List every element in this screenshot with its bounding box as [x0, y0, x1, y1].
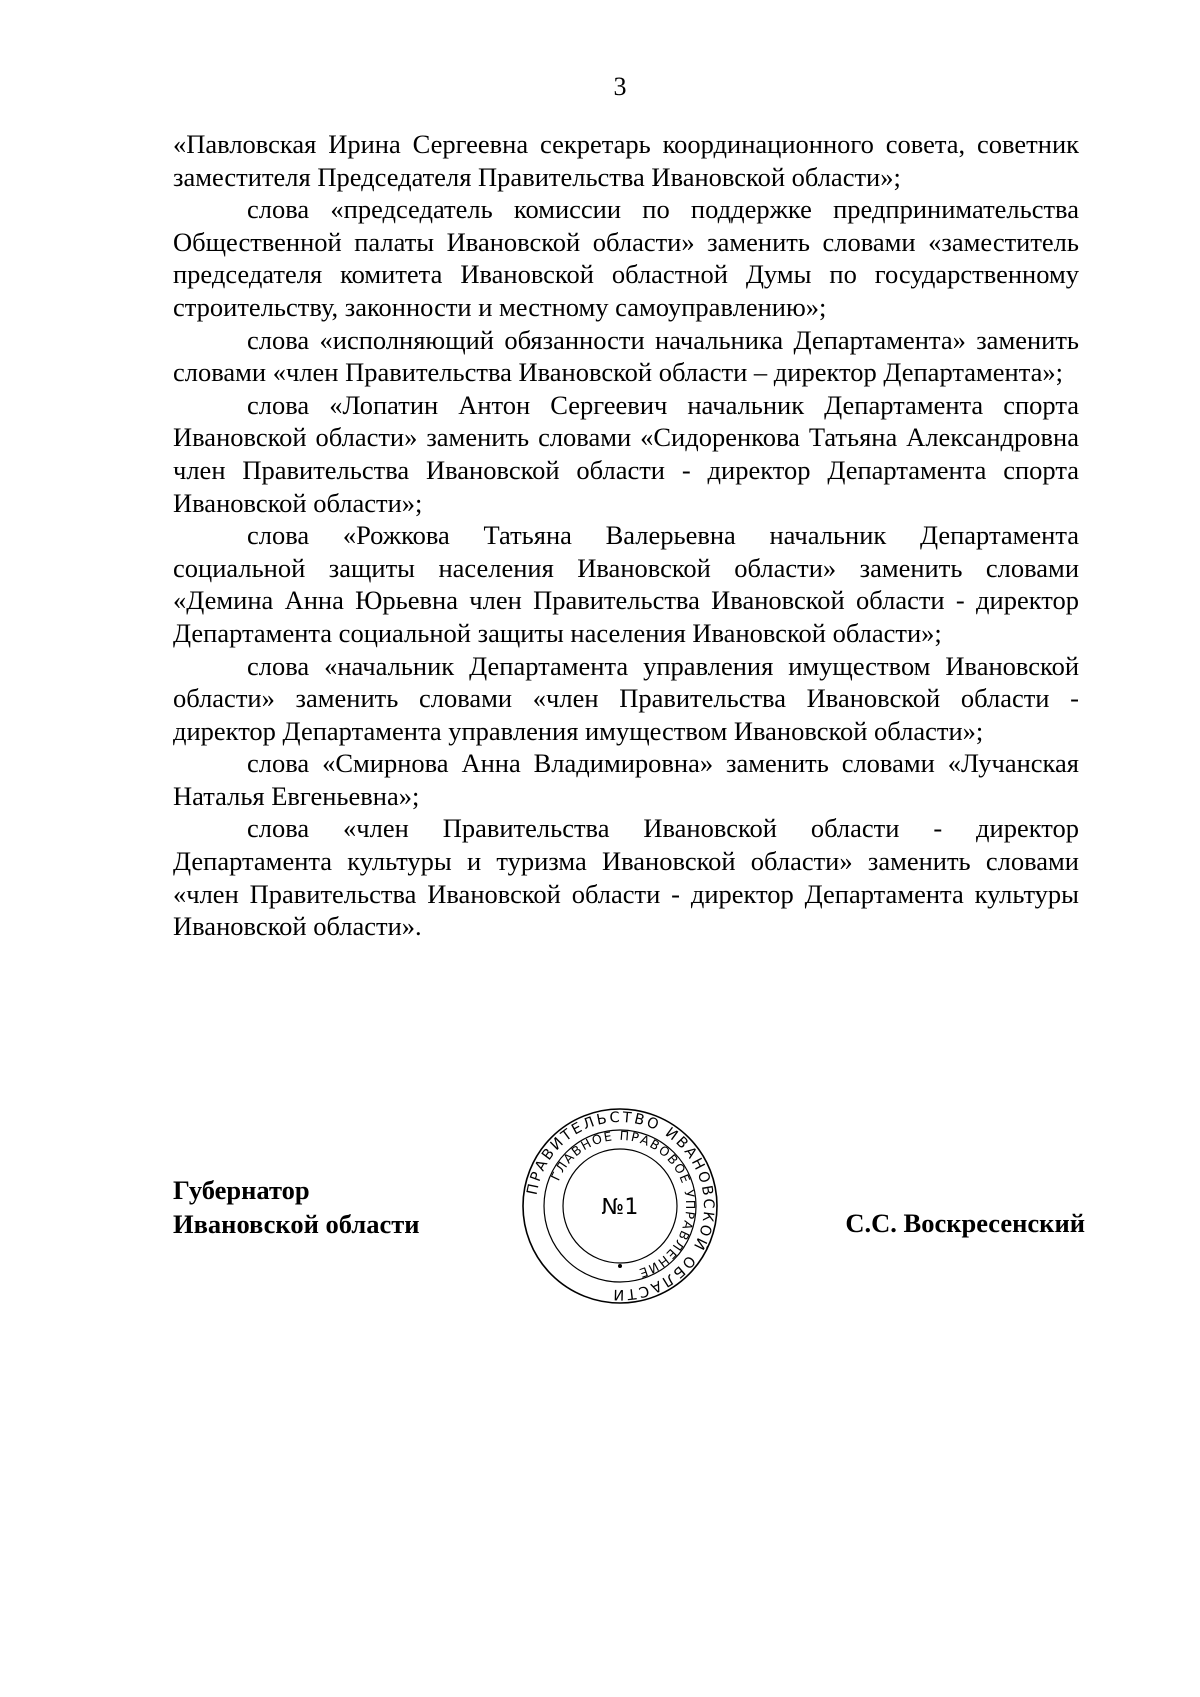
paragraph: слова «начальник Департамента управления имуществом Ивановской области» заменить словами «член Правительства Ивановской области - директор Департамента управления имуществом Ивановской области»; [173, 650, 1079, 746]
signatory-name: С.С. Воскресенский [845, 1208, 1085, 1238]
document-body [173, 128, 1079, 943]
paragraph: слова «Лопатин Антон Сергеевич начальник Департамента спорта Ивановской области» заменить словами «Сидоренкова Татьяна Александровна член Правительства Ивановской области - директор Департамента спорта Ивановской области»; [173, 389, 1079, 518]
signatory-title-line: Ивановской области [173, 1209, 420, 1239]
page-number: 3 [613, 72, 627, 101]
stamp-seal-icon [520, 1106, 720, 1306]
signatory-title-line: Губернатор [173, 1175, 310, 1205]
stamp-outer-text: ПРАВИТЕЛЬСТВО ИВАНОВСКОЙ ОБЛАСТИ [524, 1109, 717, 1303]
paragraph: слова «член Правительства Ивановской области - директор Департамента культуры и туризма Ивановской области» заменить словами «член Правительства Ивановской области - директор Департамента культуры Ивановской области». [173, 813, 1079, 942]
signatory-title [173, 1173, 420, 1241]
paragraph: слова «исполняющий обязанности начальника Департамента» заменить словами «член Правительства Ивановской области – директор Департамента»; [173, 324, 1079, 388]
stamp-inner-text: ГЛАВНОЕ ПРАВОВОЕ УПРАВЛЕНИЕ [547, 1127, 699, 1282]
stamp-number: №1 [601, 1195, 639, 1220]
paragraph: слова «Смирнова Анна Владимировна» заменить словами «Лучанская Наталья Евгеньевна»; [173, 748, 1079, 811]
paragraph: слова «председатель комиссии по поддержке предпринимательства Общественной палаты Ивановской области» заменить словами «заместитель председателя комитета Ивановской областной Думы по государственному строительству, законности и местному самоуправлению»; [173, 194, 1079, 322]
paragraph: «Павловская Ирина Сергеевна секретарь координационного совета, советник заместителя Председателя Правительства Ивановской области»; [173, 129, 1079, 192]
official-stamp [520, 1106, 720, 1306]
paragraph: слова «Рожкова Татьяна Валерьевна начальник Департамента социальной защиты населения Ивановской области» заменить словами «Демина Анна Юрьевна член Правительства Ивановской области - директор Департамента социальной защиты населения Ивановской области»; [173, 520, 1079, 648]
